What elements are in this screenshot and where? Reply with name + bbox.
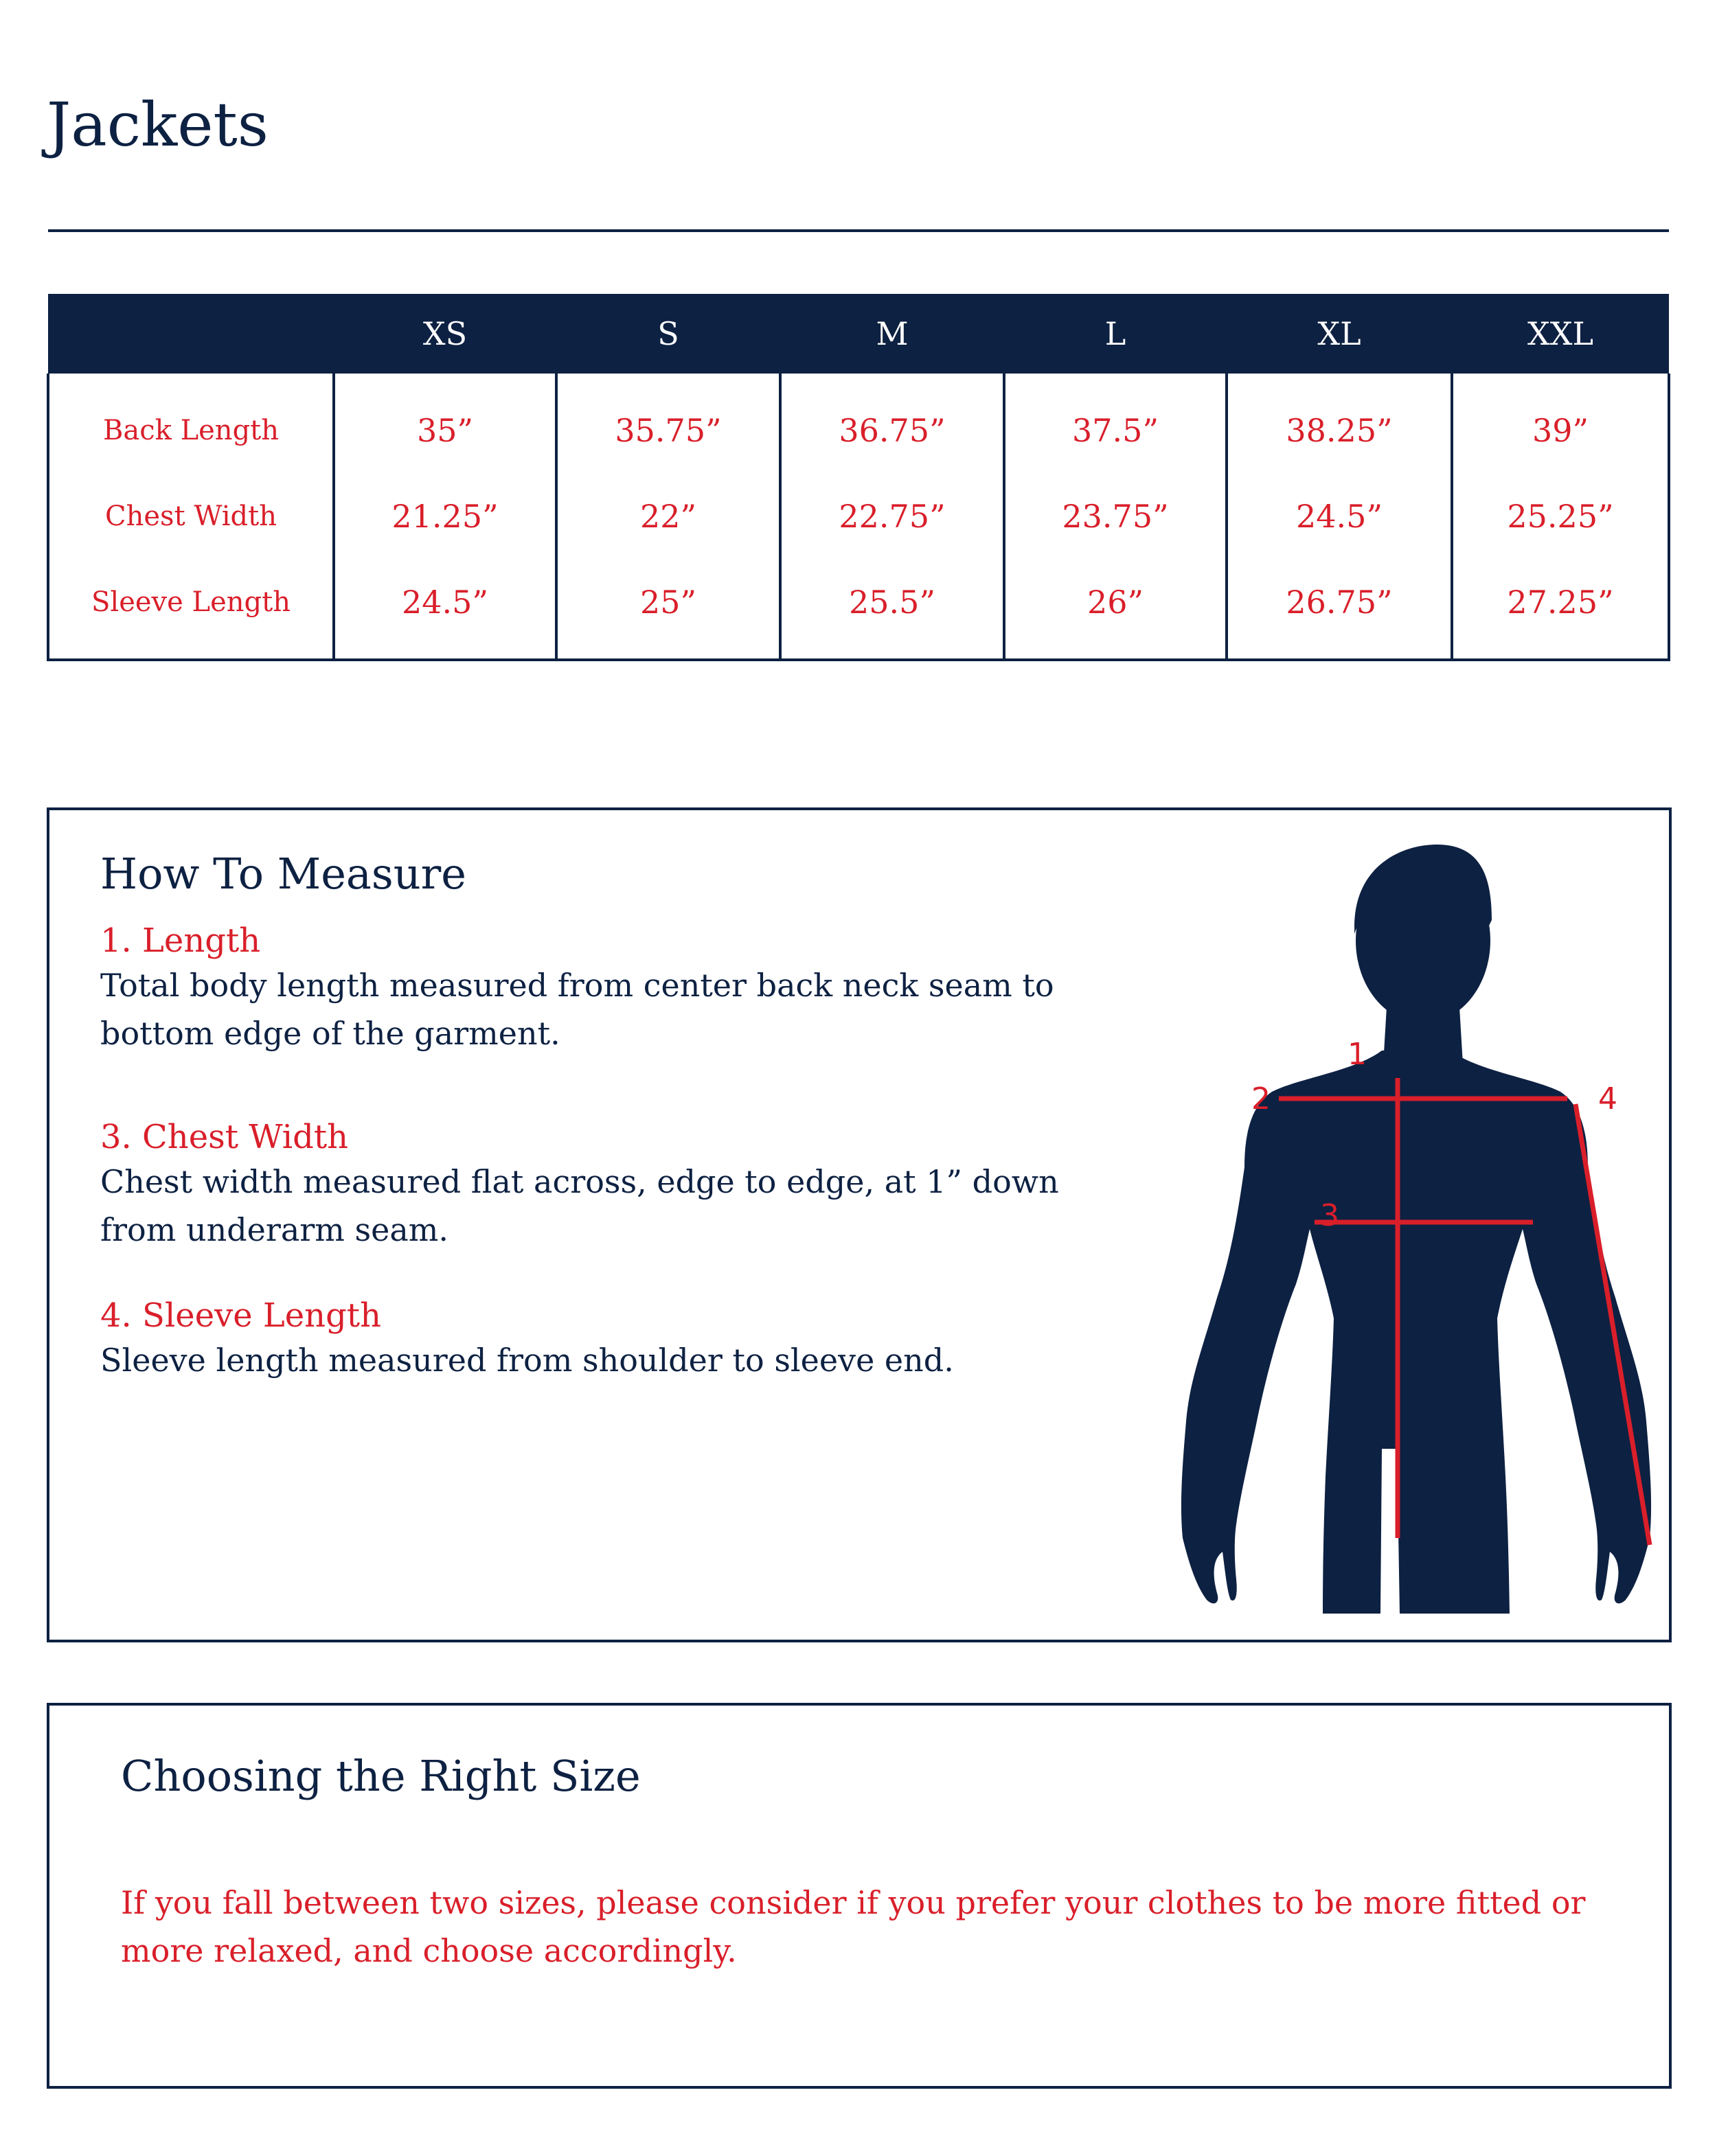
label-3: 3 [1320,1198,1339,1233]
row-label: Sleeve Length [48,559,334,660]
size-chart-table [47,294,1670,661]
label-4: 4 [1598,1081,1617,1116]
table-cell: 24.5” [1227,473,1452,559]
choosing-size-text: If you fall between two sizes, please consider if you prefer your clothes to be more fitted or more relaxed, and choose accordingly. [121,1884,1586,1969]
table-cell: 24.5” [334,559,556,660]
table-cell: 35.75” [556,374,780,473]
page-title: Jackets [47,89,269,160]
table-row [48,473,1669,559]
table-cell: 25.25” [1452,473,1669,559]
table-cell: 22.75” [780,473,1004,559]
table-cell: 25” [556,559,780,660]
row-label: Back Length [48,374,334,473]
row-label: Chest Width [48,473,334,559]
table-cell: 39” [1452,374,1669,473]
how-to-measure-title: How To Measure [100,849,466,899]
table-row [48,559,1669,660]
step-body: Chest width measured flat across, edge to edge, at 1” down from underarm seam. [100,1163,1059,1248]
step-heading: 3. Chest Width [100,1118,349,1156]
table-cell: 21.25” [334,473,556,559]
measure-step-sleeve-length [100,1295,1103,1384]
table-row [48,374,1669,473]
table-cell: 38.25” [1227,374,1452,473]
header-empty-cell [48,294,334,374]
table-cell: 22” [556,473,780,559]
step-body: Total body length measured from center back neck seam to bottom edge of the garment. [100,967,1054,1052]
size-header-s: S [556,294,780,374]
table-cell: 37.5” [1004,374,1227,473]
table-cell: 26.75” [1227,559,1452,660]
size-header-m: M [780,294,1004,374]
table-cell: 35” [334,374,556,473]
size-header-xl: XL [1227,294,1452,374]
table-cell: 25.5” [780,559,1004,660]
label-1: 1 [1348,1037,1367,1072]
table-cell: 36.75” [780,374,1004,473]
measure-step-length [100,920,1103,1057]
how-to-measure-panel [47,807,1672,1642]
table-cell: 27.25” [1452,559,1669,660]
title-divider [48,229,1669,232]
step-heading: 4. Sleeve Length [100,1296,382,1335]
size-header-xs: XS [334,294,556,374]
label-2: 2 [1251,1081,1271,1116]
table-cell: 23.75” [1004,473,1227,559]
step-body: Sleeve length measured from shoulder to sleeve end. [100,1342,954,1379]
body-silhouette-icon [1148,845,1670,1614]
choosing-size-panel [47,1703,1672,2089]
size-header-row [48,294,1669,374]
step-heading: 1. Length [100,921,261,960]
choosing-size-title: Choosing the Right Size [121,1751,641,1801]
size-header-l: L [1004,294,1227,374]
size-header-xxl: XXL [1452,294,1669,374]
table-cell: 26” [1004,559,1227,660]
measure-step-chest-width [100,1116,1103,1254]
